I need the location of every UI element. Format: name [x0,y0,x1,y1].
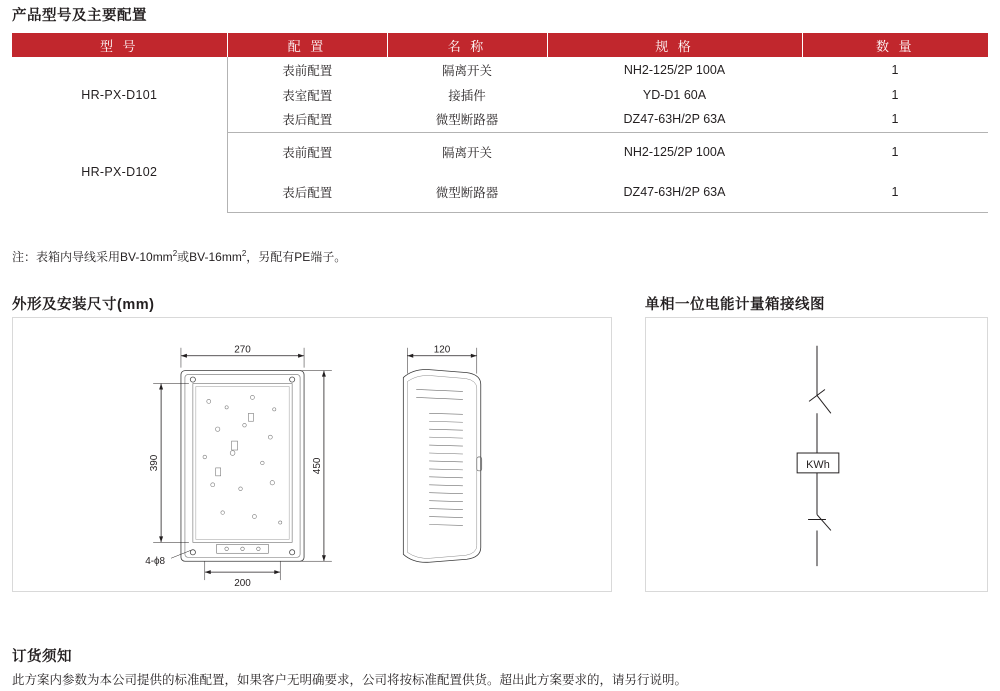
table-header [12,33,988,57]
dim-label-base-width: 200 [234,578,251,590]
dimension-drawing-panel [12,317,612,592]
cell-spec: NH2-125/2P 100A [623,145,726,160]
specifications-table [12,33,988,213]
footnote-prefix: 注：表箱内导线采用BV-10mm [12,250,173,264]
page-title-specifications: 产品型号及主要配置 [12,8,147,24]
dim-label-overall-height: 450 [311,457,323,475]
dimension-drawing [13,318,611,591]
wiring-diagram [646,318,987,591]
wiring-diagram-panel [645,317,988,592]
column-header-name: 名 称 [387,33,547,57]
footnote-suffix: ，另配有PE端子。 [246,250,347,264]
cell-quantity: 1 [891,145,899,160]
cell-quantity: 1 [891,62,899,77]
page-title-wiring-diagram: 单相一位电能计量箱接线图 [645,297,825,313]
cell-name: 微型断路器 [387,172,547,212]
cell-name: 隔离开关 [441,146,492,161]
footnote-middle: 或BV-16mm [177,250,242,264]
table-body [12,57,988,212]
wiring-meter-label: KWh [806,458,830,471]
cell-spec: YD-D1 60A [642,87,707,102]
cell-spec: DZ47-63H/2P 63A [547,172,802,212]
order-notice-text: 此方案内参数为本公司提供的标准配置，如果客户无明确要求，公司将按标准配置供货。超出此方案要求的，请另行说明。 [12,673,688,687]
cell-name: 微型断路器 [387,107,547,132]
cell-config: 表室配置 [282,88,333,103]
cell-name: 接插件 [448,88,486,103]
cell-name: 隔离开关 [441,63,492,78]
footnote-sup-1: 2 [172,249,178,258]
table-row [12,132,988,172]
dim-label-front-height: 390 [149,454,161,472]
table-header-row [12,33,988,57]
cell-model: HR-PX-D101 [12,57,227,132]
table-row [12,57,988,82]
dim-label-front-width: 270 [234,344,251,356]
column-header-model: 型 号 [12,33,227,57]
cell-quantity: 1 [802,172,988,212]
cell-config: 表前配置 [282,146,333,161]
footnote-sup-2: 2 [241,249,247,258]
dim-label-side-width: 120 [433,344,451,356]
cell-spec: DZ47-63H/2P 63A [547,107,802,132]
page-title-order-notice: 订货须知 [12,649,72,665]
cell-config: 表后配置 [227,172,387,212]
cell-config: 表前配置 [282,63,333,78]
table-footnote [12,248,346,265]
cell-quantity: 1 [891,87,899,102]
cell-model: HR-PX-D102 [12,132,227,212]
cell-spec: NH2-125/2P 100A [623,62,726,77]
column-header-spec: 规 格 [547,33,802,57]
column-header-quantity: 数 量 [802,33,988,57]
dim-label-mounting-holes: 4-ϕ8 [145,556,166,568]
page-title-dimensions: 外形及安装尺寸(mm) [12,297,155,313]
column-header-config: 配 置 [227,33,387,57]
cell-quantity: 1 [802,107,988,132]
cell-config: 表后配置 [227,107,387,132]
